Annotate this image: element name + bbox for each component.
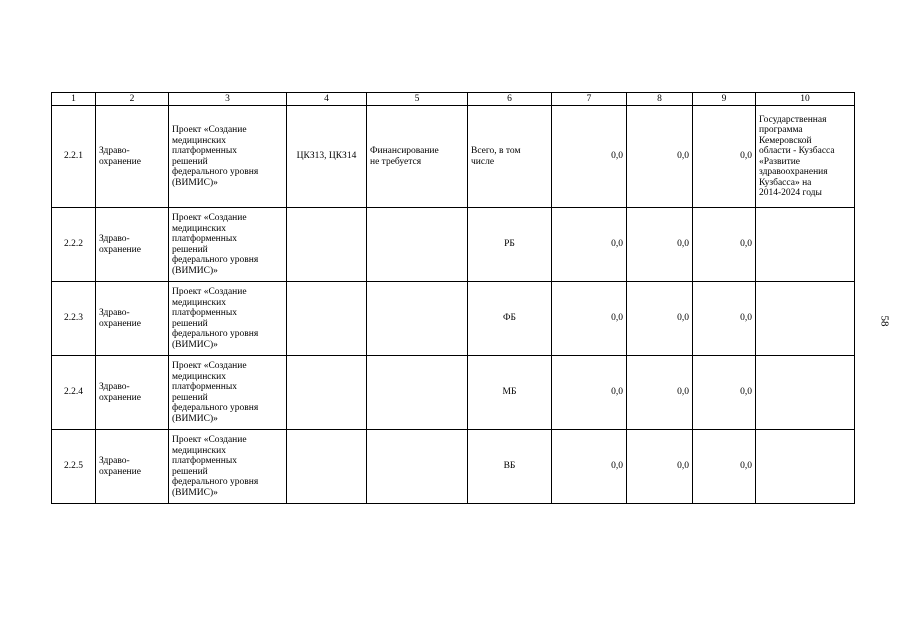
table-row — [52, 430, 855, 504]
value-col8: 0,0 — [627, 208, 693, 282]
sector-text: Здраво- охранение — [99, 146, 141, 167]
financing-cell — [367, 356, 468, 430]
program-cell — [756, 356, 855, 430]
codes-cell — [287, 430, 367, 504]
codes-cell: ЦКЗ13, ЦКЗ14 — [287, 106, 367, 208]
sector-cell — [96, 106, 169, 208]
value-col7: 0,0 — [552, 430, 627, 504]
value-col9: 0,0 — [693, 208, 756, 282]
sector-text: Здраво- охранение — [99, 456, 141, 477]
value-col7: 0,0 — [552, 356, 627, 430]
source-cell: РБ — [468, 208, 552, 282]
project-text: Проект «Создание медицинских платформенных решений федерального уровня (ВИМИС)» — [172, 435, 259, 498]
value-col8: 0,0 — [627, 430, 693, 504]
project-cell — [169, 356, 287, 430]
value-col7: 0,0 — [552, 208, 627, 282]
header-cell: 8 — [627, 93, 693, 106]
table-row — [52, 282, 855, 356]
source-text: Всего, в том числе — [471, 146, 521, 167]
value-col9: 0,0 — [693, 356, 756, 430]
value-col8: 0,0 — [627, 106, 693, 208]
value-col9: 0,0 — [693, 430, 756, 504]
program-cell — [756, 208, 855, 282]
value-col9: 0,0 — [693, 106, 756, 208]
row-number: 2.2.5 — [52, 430, 96, 504]
header-cell: 2 — [96, 93, 169, 106]
value-col7: 0,0 — [552, 282, 627, 356]
table-row — [52, 208, 855, 282]
program-text: Государственная программа Кемеровской области - Кузбасса «Развитие здравоохранения Кузбасса» на 2014-2024 годы — [759, 114, 835, 198]
source-cell: МБ — [468, 356, 552, 430]
project-text: Проект «Создание медицинских платформенных решений федерального уровня (ВИМИС)» — [172, 125, 259, 188]
program-cell — [756, 282, 855, 356]
value-col9: 0,0 — [693, 282, 756, 356]
sector-text: Здраво- охранение — [99, 234, 141, 255]
header-cell: 5 — [367, 93, 468, 106]
table-row — [52, 356, 855, 430]
value-col7: 0,0 — [552, 106, 627, 208]
header-cell: 4 — [287, 93, 367, 106]
financing-cell — [367, 282, 468, 356]
project-text: Проект «Создание медицинских платформенных решений федерального уровня (ВИМИС)» — [172, 361, 259, 424]
value-col8: 0,0 — [627, 282, 693, 356]
sector-text: Здраво- охранение — [99, 382, 141, 403]
row-number: 2.2.2 — [52, 208, 96, 282]
sector-cell — [96, 356, 169, 430]
codes-cell — [287, 208, 367, 282]
row-number: 2.2.4 — [52, 356, 96, 430]
project-cell — [169, 430, 287, 504]
program-cell — [756, 106, 855, 208]
sector-cell — [96, 282, 169, 356]
financing-cell — [367, 208, 468, 282]
sector-cell — [96, 208, 169, 282]
codes-cell — [287, 356, 367, 430]
financing-text: Финансирование не требуется — [370, 146, 439, 167]
row-number: 2.2.1 — [52, 106, 96, 208]
project-text: Проект «Создание медицинских платформенных решений федерального уровня (ВИМИС)» — [172, 213, 259, 276]
project-cell — [169, 208, 287, 282]
codes-cell — [287, 282, 367, 356]
financing-cell — [367, 106, 468, 208]
header-row — [52, 93, 855, 106]
source-cell — [468, 106, 552, 208]
project-text: Проект «Создание медицинских платформенных решений федерального уровня (ВИМИС)» — [172, 287, 259, 350]
project-cell — [169, 282, 287, 356]
program-cell — [756, 430, 855, 504]
header-cell: 9 — [693, 93, 756, 106]
header-cell: 6 — [468, 93, 552, 106]
program-table — [51, 92, 855, 504]
sector-text: Здраво- охранение — [99, 308, 141, 329]
table-row — [52, 106, 855, 208]
source-cell: ВБ — [468, 430, 552, 504]
header-cell: 1 — [52, 93, 96, 106]
value-col8: 0,0 — [627, 356, 693, 430]
header-cell: 7 — [552, 93, 627, 106]
source-cell: ФБ — [468, 282, 552, 356]
header-cell: 3 — [169, 93, 287, 106]
header-cell: 10 — [756, 93, 855, 106]
financing-cell — [367, 430, 468, 504]
project-cell — [169, 106, 287, 208]
page-number: 58 — [878, 315, 891, 327]
row-number: 2.2.3 — [52, 282, 96, 356]
sector-cell — [96, 430, 169, 504]
